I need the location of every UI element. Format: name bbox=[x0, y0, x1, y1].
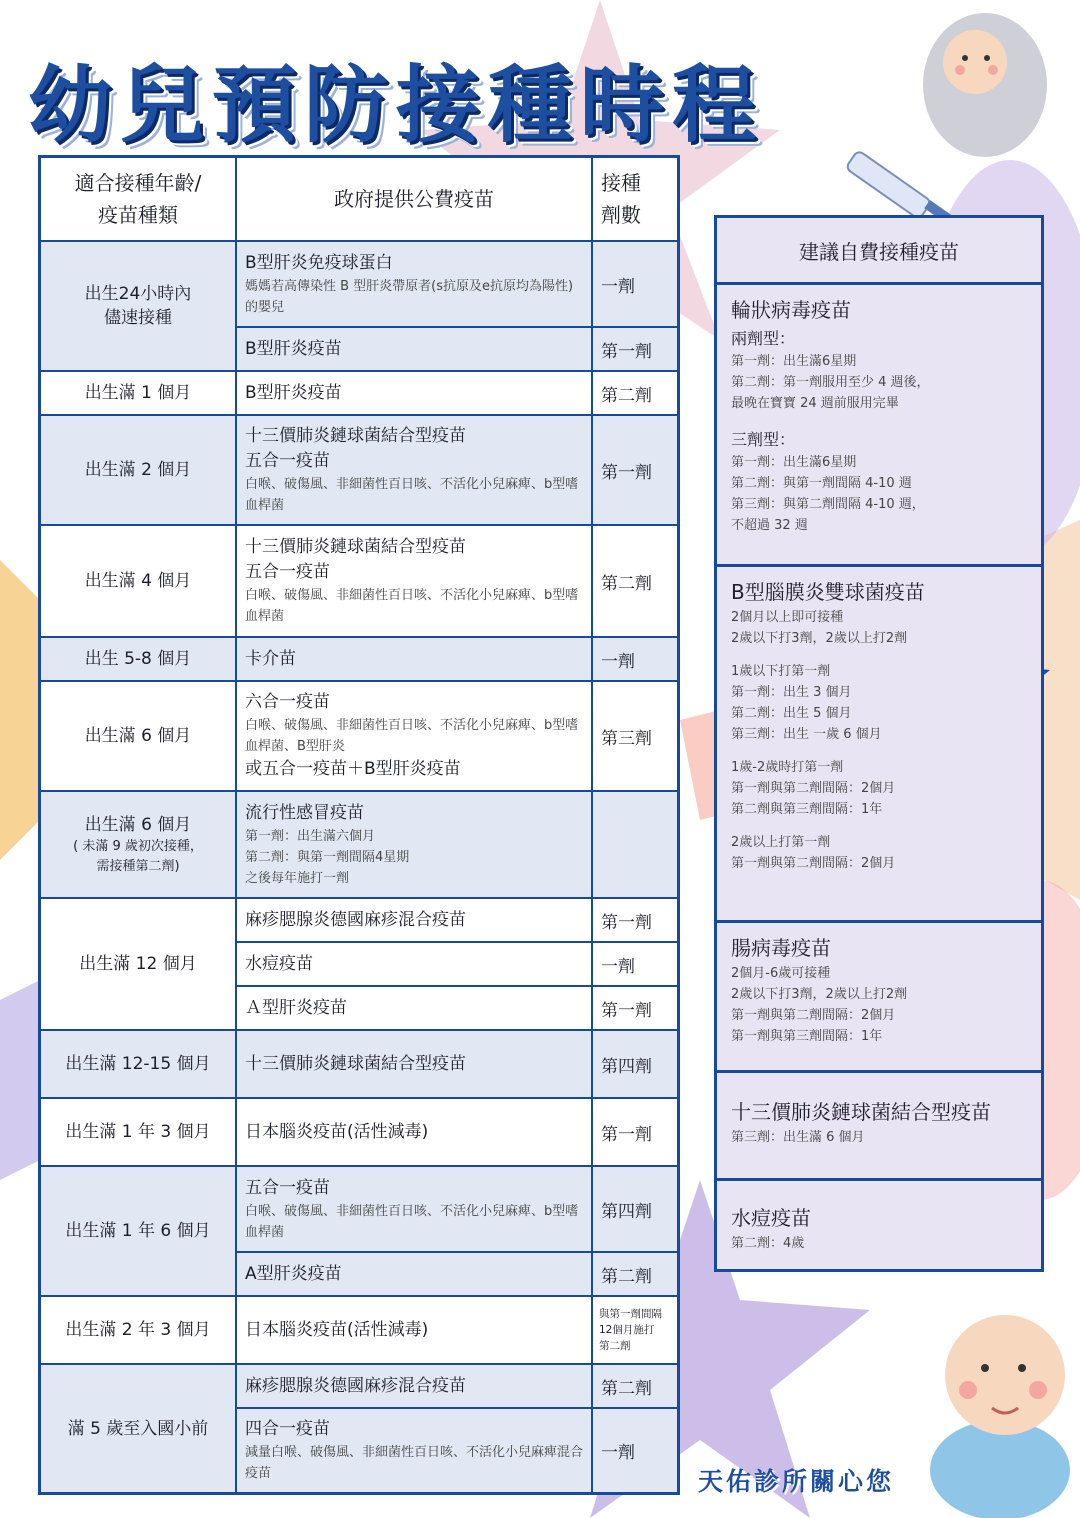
vaccine-name: 流行性感冒疫苗 bbox=[245, 802, 364, 823]
section-text: 1歲-2歲時打第一劑 第一劑與第二劑間隔：2個月 第二劑與第三劑間隔：1年 bbox=[731, 760, 896, 817]
section-title: 水痘疫苗 bbox=[731, 1206, 811, 1230]
vaccine-desc: 白喉、破傷風、非細菌性百日咳、不活化小兒麻痺、b型嗜血桿菌 bbox=[245, 477, 579, 513]
section-title: B型腦膜炎雙球菌疫苗 bbox=[731, 580, 925, 604]
header-dose: 接種 劑數 bbox=[593, 158, 677, 240]
vaccine-name: B型肝炎免疫球蛋白 bbox=[245, 252, 393, 273]
dose-cell: 第一劑 bbox=[593, 987, 677, 1029]
age-cell: 出生滿 12 個月 bbox=[41, 899, 235, 1029]
header-vaccine: 政府提供公費疫苗 bbox=[237, 158, 591, 240]
dose-cell: 第一劑 bbox=[593, 1099, 677, 1165]
dose-cell: 一劑 bbox=[593, 943, 677, 985]
divider bbox=[41, 1295, 677, 1297]
vaccine-name: 麻疹腮腺炎德國麻疹混合疫苗 bbox=[245, 1375, 466, 1396]
divider bbox=[41, 1029, 677, 1031]
section-text: 2個月以上即可接種 2歲以下打3劑，2歲以上打2劑 bbox=[731, 610, 908, 646]
divider bbox=[41, 240, 677, 242]
section-text: 第三劑：出生滿 6 個月 bbox=[731, 1130, 865, 1145]
dose-cell: 第一劑 bbox=[593, 328, 677, 370]
dose-cell: 一劑 bbox=[593, 638, 677, 680]
divider bbox=[41, 636, 677, 638]
vaccine-name: 日本腦炎疫苗(活性減毒) bbox=[245, 1319, 429, 1340]
divider bbox=[237, 326, 677, 328]
age-cell: 出生滿 1 個月 bbox=[41, 372, 235, 414]
age-note: ( 未滿 9 歲初次接種， 需接種第二劑) bbox=[73, 838, 203, 874]
dose-cell: 第二劑 bbox=[593, 1253, 677, 1295]
section-title: 十三價肺炎鏈球菌結合型疫苗 bbox=[731, 1100, 991, 1124]
vaccine-name: 日本腦炎疫苗(活性減毒) bbox=[245, 1121, 429, 1142]
divider bbox=[41, 1097, 677, 1099]
divider bbox=[237, 985, 677, 987]
dose-cell: 一劑 bbox=[593, 242, 677, 326]
dose-cell: 第四劑 bbox=[593, 1031, 677, 1097]
age-cell: 出生滿 6 個月 bbox=[41, 682, 235, 790]
vaccine-name: Ａ型肝炎疫苗 bbox=[245, 997, 347, 1018]
dose-cell: 與第一劑間隔 12個月施打 第二劑 bbox=[593, 1297, 677, 1363]
section-title: 腸病毒疫苗 bbox=[731, 936, 831, 960]
age-cell: 出生滿 2 年 3 個月 bbox=[41, 1297, 235, 1363]
divider bbox=[41, 1363, 677, 1365]
section-text: 第一劑：出生滿6星期 第二劑：第一劑服用至少 4 週後， 最晚在寶寶 24 週前服用完畢 bbox=[731, 354, 930, 411]
age-cell: 出生滿 1 年 6 個月 bbox=[41, 1167, 235, 1295]
age-label: 出生滿 6 個月 bbox=[84, 814, 192, 835]
vaccine-name: 卡介苗 bbox=[245, 648, 296, 669]
age-cell: 出生滿 12-15 個月 bbox=[41, 1031, 235, 1097]
vaccine-desc: 白喉、破傷風、非細菌性百日咳、不活化小兒麻痺、b型嗜血桿菌 bbox=[245, 1203, 579, 1240]
vaccine-alt: 或五合一疫苗＋B型肝炎疫苗 bbox=[245, 759, 461, 779]
varicella-section bbox=[717, 1178, 1041, 1269]
age-cell: 出生滿 4 個月 bbox=[41, 526, 235, 636]
vaccine-desc: 白喉、破傷風、非細菌性百日咳、不活化小兒麻痺、b型嗜血桿菌、B型肝炎 bbox=[245, 718, 579, 754]
age-cell: 滿 5 歲至入國小前 bbox=[41, 1365, 235, 1492]
vaccine-desc: 媽媽若高傳染性 B 型肝炎帶原者(s抗原及e抗原均為陽性)的嬰兒 bbox=[245, 278, 574, 315]
vaccine-name: 十三價肺炎鏈球菌結合型疫苗 五合一疫苗 bbox=[245, 537, 466, 582]
meningococcal-section bbox=[717, 564, 1041, 920]
vaccine-name: B型肝炎疫苗 bbox=[245, 338, 342, 359]
vaccine-name: 六合一疫苗 bbox=[245, 692, 330, 712]
public-vaccine-table bbox=[38, 155, 680, 1495]
dose-cell: 第二劑 bbox=[593, 1365, 677, 1407]
divider bbox=[237, 1251, 677, 1253]
dose-cell: 第一劑 bbox=[593, 899, 677, 941]
vaccine-name: 十三價肺炎鏈球菌結合型疫苗 五合一疫苗 bbox=[245, 426, 466, 471]
vaccine-name: 麻疹腮腺炎德國麻疹混合疫苗 bbox=[245, 909, 466, 930]
vaccine-desc: 減量白喉、破傷風、非細菌性百日咳、不活化小兒麻痺混合疫苗 bbox=[245, 1445, 584, 1481]
divider bbox=[41, 790, 677, 792]
dose-cell: 第三劑 bbox=[593, 682, 677, 790]
divider bbox=[237, 1407, 677, 1409]
baby-face-icon bbox=[930, 1315, 1070, 1518]
dose-cell: 一劑 bbox=[593, 1409, 677, 1492]
age-cell: 出生滿 2 個月 bbox=[41, 416, 235, 524]
divider bbox=[41, 414, 677, 416]
pcv13-section bbox=[717, 1070, 1041, 1178]
divider bbox=[235, 158, 237, 1492]
rotavirus-section bbox=[717, 282, 1041, 564]
enterovirus-section bbox=[717, 920, 1041, 1070]
header-age: 適合接種年齡/ 疫苗種類 bbox=[41, 158, 235, 240]
divider bbox=[237, 941, 677, 943]
section-title: 輪狀病毒疫苗 bbox=[731, 298, 851, 322]
dose-cell: 第二劑 bbox=[593, 526, 677, 636]
dose-cell: 第二劑 bbox=[593, 372, 677, 414]
dose-cell: 第四劑 bbox=[593, 1167, 677, 1251]
divider bbox=[41, 370, 677, 372]
vaccine-desc: 第一劑：出生滿六個月 第二劑：與第一劑間隔4星期 之後每年施打一劑 bbox=[245, 828, 410, 886]
clinic-footer: 天佑診所關心您 bbox=[698, 1467, 895, 1496]
dose-cell: 第一劑 bbox=[593, 416, 677, 524]
dose-cell bbox=[593, 792, 677, 897]
vaccine-desc: 白喉、破傷風、非細菌性百日咳、不活化小兒麻痺、b型嗜血桿菌 bbox=[245, 588, 579, 624]
vaccine-name: B型肝炎疫苗 bbox=[245, 382, 342, 403]
section-subtitle: 三劑型： bbox=[731, 430, 796, 449]
divider bbox=[41, 897, 677, 899]
divider bbox=[41, 1165, 677, 1167]
vaccine-name: 五合一疫苗 bbox=[245, 1177, 330, 1198]
vaccine-name: 十三價肺炎鏈球菌結合型疫苗 bbox=[245, 1053, 466, 1074]
age-cell: 出生滿 1 年 3 個月 bbox=[41, 1099, 235, 1165]
self-paid-vaccine-panel bbox=[714, 215, 1044, 1272]
divider bbox=[41, 524, 677, 526]
age-cell: 出生24小時內 儘速接種 bbox=[41, 242, 235, 370]
vaccine-name: A型肝炎疫苗 bbox=[245, 1263, 342, 1284]
vaccine-name: 四合一疫苗 bbox=[245, 1419, 330, 1439]
section-text: 1歲以下打第一劑 第一劑：出生 3 個月 第二劑：出生 5 個月 第三劑：出生 一歲 6 個月 bbox=[731, 664, 882, 742]
section-text: 第二劑：4歲 bbox=[731, 1236, 805, 1251]
section-text: 2個月-6歲可接種 2歲以下打3劑，2歲以上打2劑 第一劑與第二劑間隔：2個月 第一劑與第三劑間隔：1年 bbox=[731, 966, 908, 1044]
section-text: 第一劑：出生滿6星期 第二劑：與第一劑間隔 4-10 週 第三劑：與第二劑間隔 4-10 週， 不超過 32 週 bbox=[731, 455, 925, 533]
divider bbox=[41, 680, 677, 682]
side-header: 建議自費接種疫苗 bbox=[799, 239, 959, 264]
section-subtitle: 兩劑型： bbox=[731, 329, 796, 348]
divider bbox=[591, 158, 593, 1492]
page-title: 幼兒預防接種時程 bbox=[28, 56, 765, 154]
section-text: 2歲以上打第一劑 第一劑與第二劑間隔：2個月 bbox=[731, 835, 896, 871]
baby-swaddled-icon bbox=[923, 13, 1047, 157]
age-cell: 出生 5-8 個月 bbox=[41, 638, 235, 680]
vaccine-name: 水痘疫苗 bbox=[245, 953, 313, 974]
